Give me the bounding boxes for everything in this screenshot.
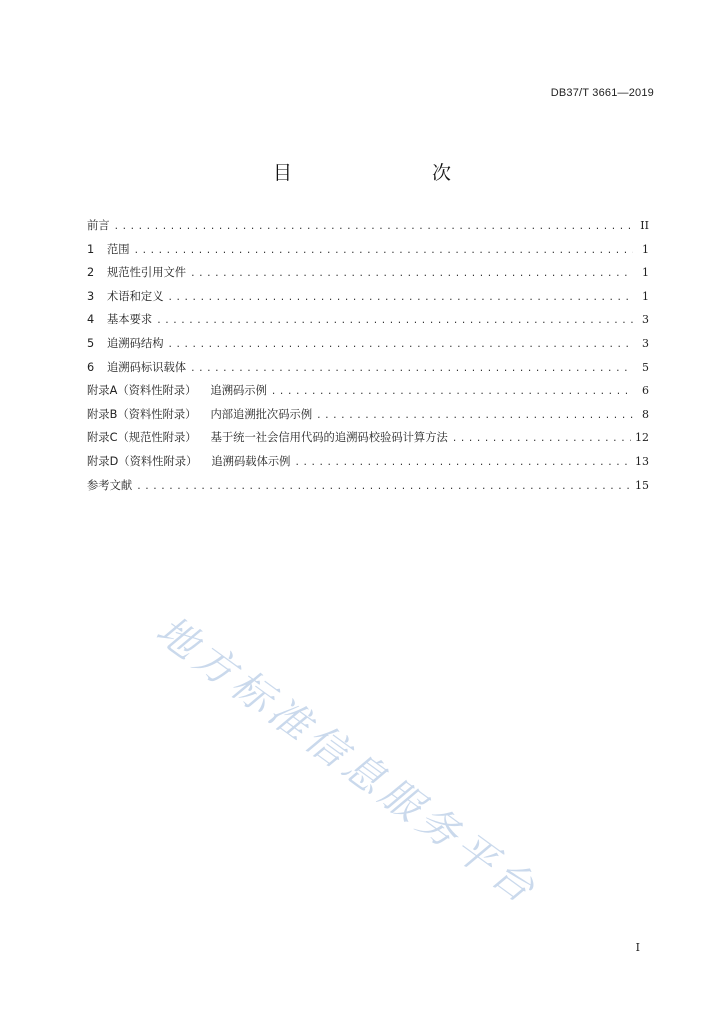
toc-entry-appendix-b[interactable]	[87, 408, 649, 432]
toc-entry-number: 附录D（资料性附录）	[87, 454, 198, 468]
toc-entry-page: II	[640, 219, 649, 232]
dot-leader	[134, 244, 633, 258]
toc-entry-code-carrier[interactable]	[87, 361, 649, 385]
toc-entry-foreword[interactable]	[87, 219, 649, 243]
dot-leader	[190, 267, 633, 281]
toc-entry-appendix-d[interactable]	[87, 455, 649, 479]
page-title: 目 次	[272, 162, 485, 184]
toc-entry-page: 1	[642, 289, 649, 303]
dot-leader	[114, 220, 633, 234]
toc-entry-title: 规范性引用文件	[107, 266, 187, 280]
toc-entry-page: 15	[635, 478, 649, 492]
toc-entry-number: 6	[87, 360, 95, 374]
toc-entry-number: 附录B（资料性附录）	[87, 407, 197, 421]
toc-entry-number: 3	[87, 289, 95, 303]
toc-entry-number: 2	[87, 266, 95, 280]
page-number: I	[635, 941, 640, 954]
table-of-contents	[87, 219, 649, 502]
toc-entry-appendix-c[interactable]	[87, 431, 649, 455]
toc-entry-title: 追溯码示例	[210, 384, 267, 398]
dot-leader	[156, 314, 633, 328]
dot-leader	[271, 385, 633, 399]
toc-entry-title: 追溯码结构	[107, 336, 164, 350]
toc-entry-title: 前言	[87, 219, 110, 232]
toc-entry-code-structure[interactable]	[87, 337, 649, 361]
dot-leader	[294, 456, 631, 470]
dot-leader	[190, 362, 633, 376]
toc-entry-number: 5	[87, 336, 95, 350]
toc-entry-normative-references[interactable]	[87, 266, 649, 290]
toc-entry-number: 4	[87, 313, 95, 327]
document-code: DB37/T 3661—2019	[550, 87, 654, 99]
watermark: 地方标准信息服务平台	[147, 607, 547, 915]
toc-entry-bibliography[interactable]	[87, 479, 649, 503]
toc-entry-basic-requirements[interactable]	[87, 313, 649, 337]
toc-entry-title: 追溯码载体示例	[211, 454, 291, 468]
toc-entry-page: 5	[642, 360, 649, 374]
toc-entry-page: 3	[642, 313, 649, 327]
toc-entry-title: 基于统一社会信用代码的追溯码校验码计算方法	[210, 431, 448, 445]
toc-entry-appendix-a[interactable]	[87, 384, 649, 408]
toc-entry-title: 术语和定义	[107, 289, 164, 303]
toc-entry-page: 3	[642, 336, 649, 350]
toc-entry-terms-definitions[interactable]	[87, 290, 649, 314]
toc-entry-page: 13	[635, 454, 649, 468]
toc-entry-title: 追溯码标识载体	[107, 360, 187, 374]
dot-leader	[168, 291, 634, 305]
toc-entry-page: 8	[642, 407, 649, 421]
dot-leader	[316, 409, 633, 423]
toc-entry-scope[interactable]	[87, 243, 649, 267]
toc-entry-page: 1	[642, 242, 649, 256]
toc-entry-number: 附录A（资料性附录）	[87, 384, 197, 398]
toc-entry-title: 基本要求	[107, 313, 153, 327]
toc-entry-title: 内部追溯批次码示例	[210, 407, 313, 421]
toc-entry-page: 12	[635, 431, 649, 445]
toc-entry-title: 范围	[107, 242, 130, 256]
toc-entry-title: 参考文献	[87, 478, 133, 492]
toc-entry-page: 6	[642, 384, 649, 398]
dot-leader	[452, 432, 631, 446]
toc-entry-number: 附录C（规范性附录）	[87, 431, 197, 445]
dot-leader	[136, 480, 631, 494]
dot-leader	[168, 338, 634, 352]
toc-entry-number: 1	[87, 242, 95, 256]
toc-entry-page: 1	[642, 266, 649, 280]
